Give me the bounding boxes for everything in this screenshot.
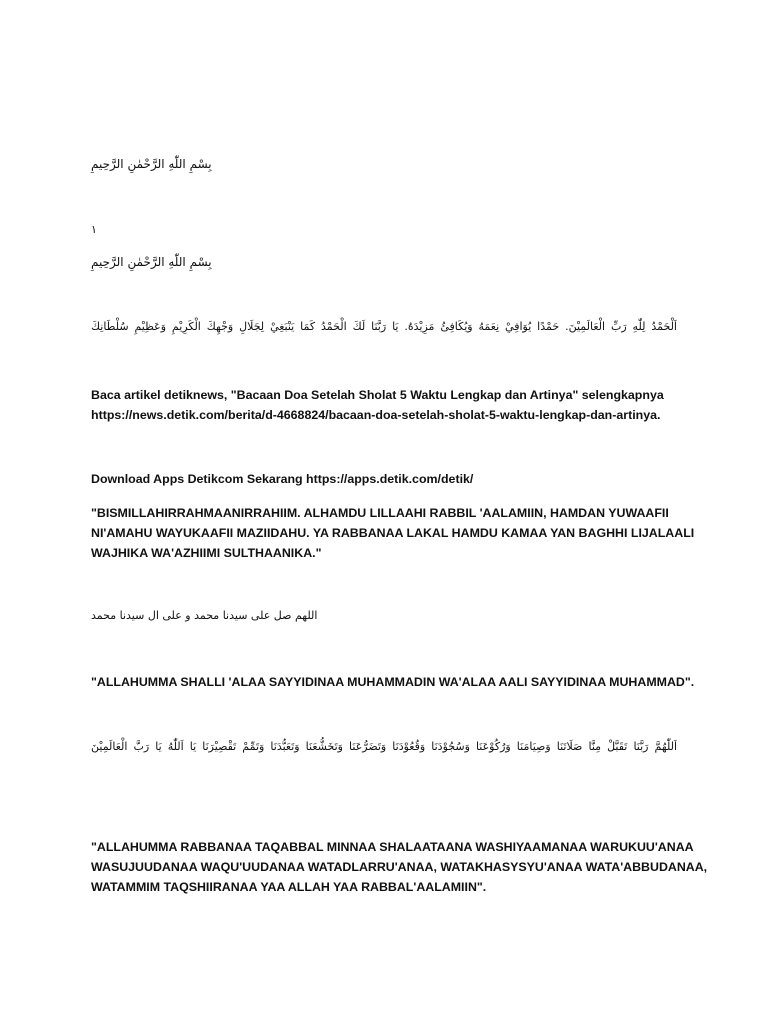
number-marker: ١ <box>91 223 97 236</box>
hamd-transliteration <box>91 503 695 563</box>
basmala-text: بِسْمِ اللّٰهِ الرَّحْمٰنِ الرَّحِيمِ <box>91 255 212 269</box>
hamd-latin-line-3: WAJHIKA WA'AZHIIMI SULTHAANIKA." <box>91 546 322 560</box>
source-article-line: Baca artikel detiknews, "Bacaan Doa Setelah Sholat 5 Waktu Lengkap dan Artinya" selengkapnya <box>91 388 664 402</box>
taqabbal-latin-line-1: "ALLAHUMMA RABBANAA TAQABBAL MINNAA SHALAATAANA WASHIYAAMANAA WARUKUU'ANAA <box>91 840 694 854</box>
source-note <box>91 385 681 425</box>
shalawat-transliteration: "ALLAHUMMA SHALLI 'ALAA SAYYIDINAA MUHAMMADIN WA'ALAA AALI SAYYIDINAA MUHAMMAD". <box>91 675 695 689</box>
taqabbal-arabic-text: اَللّٰهُمَّ رَبَّنَا تَقَبَّلْ مِنَّا صَلَاتَنَا وَصِيَامَنَا وَرُكُوْعَنَا وَسُجُوْدَنَا وَقُعُوْدَنَا وَتَضَرُّعَنَا وَتَخَشُّعَنَا وَتَعَبُّدَنَا وَتَمِّمْ تَقْصِيْرَنَا يَا اَللّٰهُ يَا رَبَّ الْعَالَمِيْنَ <box>91 740 677 753</box>
download-apps-line: Download Apps Detikcom Sekarang https://apps.detik.com/detik/ <box>91 472 474 486</box>
shalawat-arabic-text: اللهم صل على سيدنا محمد و على ال سيدنا محمد <box>91 609 318 622</box>
hamd-latin-line-1: "BISMILLAHIRRAHMAANIRRAHIIM. ALHAMDU LILLAAHI RABBIL 'AALAMIIN, HAMDAN YUWAAFII <box>91 506 669 520</box>
source-url-line: https://news.detik.com/berita/d-4668824/bacaan-doa-setelah-sholat-5-waktu-lengkap-dan-artinya. <box>91 408 661 422</box>
taqabbal-latin-line-3: WATAMMIM TAQSHIIRANAA YAA ALLAH YAA RABBAL'AALAMIIN". <box>91 880 487 894</box>
hamd-latin-line-2: NI'AMAHU WAYUKAAFII MAZIIDAHU. YA RABBANAA LAKAL HAMDU KAMAA YAN BAGHHI LIJALAALI <box>91 526 695 540</box>
taqabbal-transliteration <box>91 837 708 897</box>
hamd-arabic-text: اَلْحَمْدُ لِلّٰهِ رَبِّ الْعَالَمِيْنَ. حَمْدًا يُوَافِيْ نِعَمَهُ وَيُكَافِئُ مَزِيْدَهُ. يَا رَبَّنَا لَكَ الْحَمْدُ كَمَا يَنْبَغِيْ لِجَلَالِ وَجْهِكَ الْكَرِيْمِ وَعَظِيْمِ سُلْطَانِكَ <box>91 320 677 333</box>
taqabbal-latin-line-2: WASUJUUDANAA WAQU'UUDANAA WATADLARRU'ANAA, WATAKHASYSYU'ANAA WATA'ABBUDANAA, <box>91 860 708 874</box>
basmala-heading: بِسْمِ اللّٰهِ الرَّحْمٰنِ الرَّحِيمِ <box>91 157 212 171</box>
